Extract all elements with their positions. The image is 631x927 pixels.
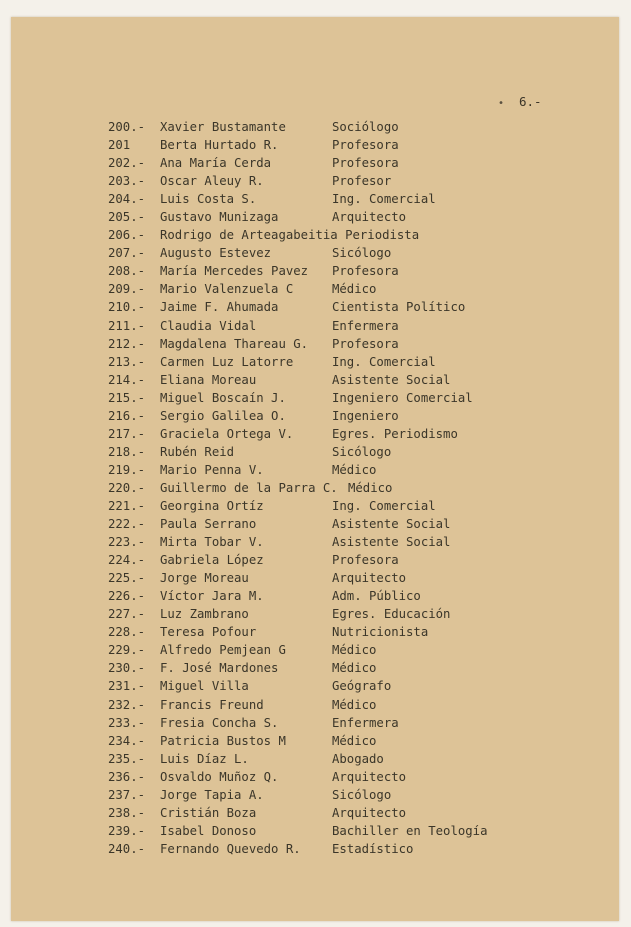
profession: Estadístico	[332, 841, 414, 856]
profession: Asistente Social	[332, 372, 451, 387]
list-item	[0, 244, 631, 262]
profession: Egres. Educación	[332, 607, 451, 622]
person-name: Mario Valenzuela C	[160, 282, 294, 297]
list-item	[0, 641, 631, 659]
list-item	[0, 190, 631, 208]
list-item	[0, 714, 631, 732]
list-item	[0, 226, 631, 244]
profession: Profesora	[332, 553, 399, 568]
entry-number: 229.-	[108, 643, 146, 658]
person-name: Luz Zambrano	[160, 607, 249, 622]
profession: Profesora	[332, 138, 399, 153]
entry-number: 213.-	[108, 354, 146, 369]
person-name: Ana María Cerda	[160, 156, 272, 171]
person-name: Osvaldo Muñoz Q.	[160, 769, 279, 784]
person-name: Rubén Reid	[160, 444, 235, 459]
list-item	[0, 569, 631, 587]
entry-number: 212.-	[108, 336, 146, 351]
profession: Asistente Social	[332, 517, 451, 532]
list-item	[0, 768, 631, 786]
person-name: Patricia Bustos M	[160, 733, 286, 748]
profession: Egres. Periodismo	[332, 426, 458, 441]
list-item	[0, 696, 631, 714]
entry-number: 211.-	[108, 318, 146, 333]
list-item	[0, 118, 631, 136]
profession: Sicólogo	[332, 787, 392, 802]
person-name: Miguel Villa	[160, 679, 249, 694]
profession: Abogado	[332, 751, 384, 766]
profession: Médico	[332, 733, 377, 748]
entry-number: 219.-	[108, 462, 146, 477]
entry-number: 222.-	[108, 517, 146, 532]
person-name: Isabel Donoso	[160, 823, 257, 838]
person-name: Guillermo de la Parra C.	[160, 480, 338, 495]
list-item	[0, 677, 631, 695]
profession: Ing. Comercial	[332, 498, 436, 513]
list-item	[0, 623, 631, 641]
profession: Sicólogo	[332, 246, 392, 261]
entry-number: 238.-	[108, 805, 146, 820]
list-item	[0, 551, 631, 569]
list-item	[0, 371, 631, 389]
list-item	[0, 443, 631, 461]
profession: Asistente Social	[332, 535, 451, 550]
entry-number: 214.-	[108, 372, 146, 387]
list-item	[0, 659, 631, 677]
person-name: Xavier Bustamante	[160, 120, 286, 134]
entry-number: 235.-	[108, 751, 146, 766]
entry-number: 223.-	[108, 535, 146, 550]
profession: Nutricionista	[332, 625, 429, 640]
entry-number: 237.-	[108, 787, 146, 802]
profession: Cientista Político	[332, 300, 466, 315]
person-name: Sergio Galilea O.	[160, 408, 286, 423]
list-item	[0, 407, 631, 425]
person-name: Graciela Ortega V.	[160, 426, 294, 441]
profession: Médico	[332, 661, 377, 676]
person-name: Fernando Quevedo R.	[160, 841, 301, 856]
list-item	[0, 280, 631, 298]
list-item	[0, 208, 631, 226]
entry-number: 217.-	[108, 426, 146, 441]
entry-number: 227.-	[108, 607, 146, 622]
list-item	[0, 317, 631, 335]
profession: Sociólogo	[332, 120, 399, 134]
entry-number: 234.-	[108, 733, 146, 748]
entry-number: 225.-	[108, 571, 146, 586]
entry-number: 224.-	[108, 553, 146, 568]
entry-number: 228.-	[108, 625, 146, 640]
person-name: Augusto Estevez	[160, 246, 272, 261]
person-name: Magdalena Thareau G.	[160, 336, 309, 351]
entry-number: 231.-	[108, 679, 146, 694]
list-item	[0, 335, 631, 353]
list-item	[0, 840, 631, 858]
profession: Arquitecto	[332, 571, 407, 586]
entry-number: 233.-	[108, 715, 146, 730]
profession: Ingeniero Comercial	[332, 390, 473, 405]
profession: Médico	[332, 282, 377, 297]
entry-number: 203.-	[108, 174, 146, 189]
list-item	[0, 154, 631, 172]
person-name: Víctor Jara M.	[160, 589, 264, 604]
profession: Arquitecto	[332, 210, 407, 225]
profession: Sicólogo	[332, 444, 392, 459]
profession: Enfermera	[332, 318, 399, 333]
entry-number: 221.-	[108, 498, 146, 513]
list-item	[0, 389, 631, 407]
list-item	[0, 425, 631, 443]
person-name: Jaime F. Ahumada	[160, 300, 279, 315]
entry-number: 230.-	[108, 661, 146, 676]
person-name: Luis Costa S.	[160, 192, 257, 207]
person-name: Carmen Luz Latorre	[160, 354, 294, 369]
entry-number: 210.-	[108, 300, 146, 315]
ink-dot: •	[498, 98, 505, 109]
entry-number: 207.-	[108, 246, 146, 261]
person-name: Alfredo Pemjean G	[160, 643, 286, 658]
list-item	[0, 262, 631, 280]
list-item	[0, 786, 631, 804]
entry-number: 239.-	[108, 823, 146, 838]
list-item	[0, 804, 631, 822]
person-name: F. José Mardones	[160, 661, 279, 676]
list-item	[0, 172, 631, 190]
profession: Médico	[348, 480, 393, 495]
entry-number: 205.-	[108, 210, 146, 225]
person-name: María Mercedes Pavez	[160, 264, 309, 279]
entry-number: 215.-	[108, 390, 146, 405]
list-item	[0, 533, 631, 551]
person-name: Berta Hurtado R.	[160, 138, 279, 153]
list-item	[0, 497, 631, 515]
profession: Arquitecto	[332, 805, 407, 820]
entry-number: 216.-	[108, 408, 146, 423]
profession: Profesor	[332, 174, 392, 189]
person-name: Paula Serrano	[160, 517, 257, 532]
name-list	[0, 118, 631, 858]
person-name: Claudia Vidal	[160, 318, 257, 333]
entry-number: 206.-	[108, 228, 146, 243]
profession: Médico	[332, 697, 377, 712]
list-item	[0, 750, 631, 768]
profession: Profesora	[332, 156, 399, 171]
entry-number: 236.-	[108, 769, 146, 784]
profession: Ingeniero	[332, 408, 399, 423]
profession: Arquitecto	[332, 769, 407, 784]
entry-number: 209.-	[108, 282, 146, 297]
person-name: Miguel Boscaín J.	[160, 390, 286, 405]
entry-number: 201	[108, 138, 131, 153]
person-name: Gustavo Munizaga	[160, 210, 279, 225]
person-name: Rodrigo de Arteagabeitia Periodista	[160, 228, 420, 243]
list-item	[0, 605, 631, 623]
person-name: Mario Penna V.	[160, 462, 264, 477]
profession: Adm. Público	[332, 589, 421, 604]
profession: Médico	[332, 643, 377, 658]
person-name: Georgina Ortíz	[160, 498, 264, 513]
person-name: Mirta Tobar V.	[160, 535, 264, 550]
entry-number: 204.-	[108, 192, 146, 207]
list-item	[0, 822, 631, 840]
person-name: Luis Díaz L.	[160, 751, 249, 766]
profession: Profesora	[332, 264, 399, 279]
profession: Médico	[332, 462, 377, 477]
list-item	[0, 515, 631, 533]
profession: Geógrafo	[332, 679, 392, 694]
entry-number: 240.-	[108, 841, 146, 856]
list-item	[0, 587, 631, 605]
person-name: Jorge Tapia A.	[160, 787, 264, 802]
profession: Bachiller en Teología	[332, 823, 488, 838]
profession: Ing. Comercial	[332, 192, 436, 207]
entry-number: 208.-	[108, 264, 146, 279]
profession: Enfermera	[332, 715, 399, 730]
list-item	[0, 353, 631, 371]
entry-number: 220.-	[108, 480, 146, 495]
entry-number: 232.-	[108, 697, 146, 712]
entry-number: 226.-	[108, 589, 146, 604]
person-name: Eliana Moreau	[160, 372, 257, 387]
person-name: Francis Freund	[160, 697, 264, 712]
entry-number: 218.-	[108, 444, 146, 459]
list-item	[0, 479, 631, 497]
page-number: 6.-	[519, 94, 542, 109]
entry-number: 200.-	[108, 120, 146, 134]
person-name: Fresia Concha S.	[160, 715, 279, 730]
person-name: Jorge Moreau	[160, 571, 249, 586]
person-name: Cristián Boza	[160, 805, 257, 820]
profession: Ing. Comercial	[332, 354, 436, 369]
list-item	[0, 136, 631, 154]
list-item	[0, 461, 631, 479]
person-name: Gabriela López	[160, 553, 264, 568]
list-item	[0, 298, 631, 316]
entry-number: 202.-	[108, 156, 146, 171]
person-name: Teresa Pofour	[160, 625, 257, 640]
person-name: Oscar Aleuy R.	[160, 174, 264, 189]
list-item	[0, 732, 631, 750]
profession: Profesora	[332, 336, 399, 351]
